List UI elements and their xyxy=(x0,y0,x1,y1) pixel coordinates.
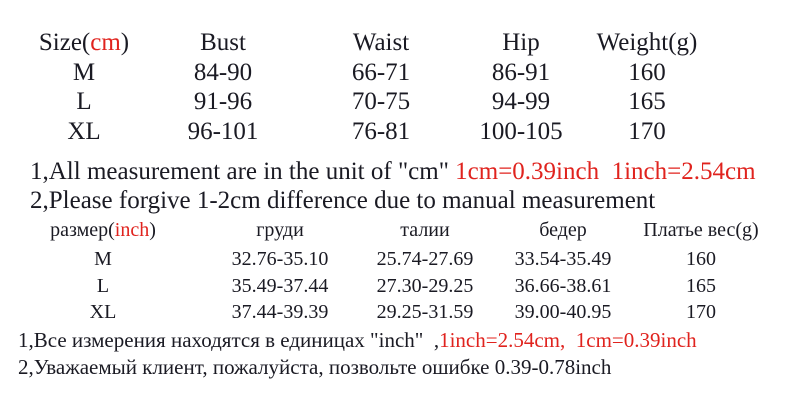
t1-row-l-waist: 70-75 xyxy=(351,88,411,115)
t2-row-m-waist: 25.74-27.69 xyxy=(376,248,474,270)
t2-row-l-bust: 35.49-37.44 xyxy=(231,275,329,297)
note-en-unit-conversion: 1cm=0.39inch 1inch=2.54cm xyxy=(455,158,756,185)
t1-header-weight: Weight(g) xyxy=(596,29,698,56)
t1-header-waist: Waist xyxy=(352,29,410,56)
t1-row-m-weight: 160 xyxy=(628,59,666,86)
t2-row-m-hip: 33.54-35.49 xyxy=(514,248,612,270)
t1-header-bust: Bust xyxy=(200,29,246,56)
note-en-unit xyxy=(30,159,756,184)
t2-row-xl-waist: 29.25-31.59 xyxy=(376,301,474,323)
t2-row-l-waist: 27.30-29.25 xyxy=(376,275,474,297)
t2-row-l-weight: 165 xyxy=(686,275,716,297)
t1-header-size-unit: cm xyxy=(90,29,121,56)
t1-row-l-bust: 91-96 xyxy=(193,88,253,115)
note-en-tolerance: 2,Please forgive 1-2cm difference due to manual measurement xyxy=(30,187,656,214)
t1-row-l-weight: 165 xyxy=(628,88,666,115)
t1-row-l-size: L xyxy=(76,88,92,115)
note-en-unit-text: 1,All measurement are in the unit of "cm" xyxy=(30,158,456,185)
t2-row-m-size: M xyxy=(94,248,112,270)
t1-header-hip: Hip xyxy=(502,29,540,56)
t2-header-waist: талии xyxy=(400,219,450,241)
t2-header-size-unit: inch xyxy=(114,219,150,241)
t1-header-size-suffix: ) xyxy=(120,29,130,56)
t2-row-xl-bust: 37.44-39.39 xyxy=(231,301,329,323)
t1-row-l-hip: 94-99 xyxy=(491,88,551,115)
t1-row-m-waist: 66-71 xyxy=(351,59,411,86)
t2-header-hip: бедер xyxy=(539,219,587,241)
t1-header-size xyxy=(39,30,129,55)
t1-row-m-size: M xyxy=(72,59,96,86)
t2-row-xl-size: XL xyxy=(89,301,117,323)
t1-row-xl-bust: 96-101 xyxy=(187,118,259,145)
t2-header-size xyxy=(50,220,156,240)
t2-header-bust: груди xyxy=(256,219,304,241)
note-ru-tolerance: 2,Уважаемый клиент, пожалуйста, позвольте ошибке 0.39-0.78inch xyxy=(18,355,612,379)
t1-row-xl-waist: 76-81 xyxy=(351,118,411,145)
t1-header-size-prefix: Size( xyxy=(38,29,91,56)
note-ru-unit-text: 1,Все измерения находятся в единицах "inch" , xyxy=(18,328,440,352)
t2-row-l-size: L xyxy=(96,275,110,297)
t2-row-m-weight: 160 xyxy=(686,248,716,270)
t2-header-size-suffix: ) xyxy=(149,219,156,241)
note-ru-unit xyxy=(18,330,697,351)
t2-row-m-bust: 32.76-35.10 xyxy=(231,248,329,270)
t2-header-weight: Платье вес(g) xyxy=(643,219,759,241)
t2-row-l-hip: 36.66-38.61 xyxy=(514,275,612,297)
t1-row-m-bust: 84-90 xyxy=(193,59,253,86)
t2-row-xl-weight: 170 xyxy=(686,301,716,323)
note-ru-unit-conversion: 1inch=2.54cm, 1cm=0.39inch xyxy=(439,328,697,352)
t2-header-size-prefix: размер( xyxy=(50,219,115,241)
t1-row-xl-hip: 100-105 xyxy=(479,118,563,145)
t1-row-m-hip: 86-91 xyxy=(491,59,551,86)
t2-row-xl-hip: 39.00-40.95 xyxy=(514,301,612,323)
t1-row-xl-weight: 170 xyxy=(628,118,666,145)
t1-row-xl-size: XL xyxy=(67,118,101,145)
